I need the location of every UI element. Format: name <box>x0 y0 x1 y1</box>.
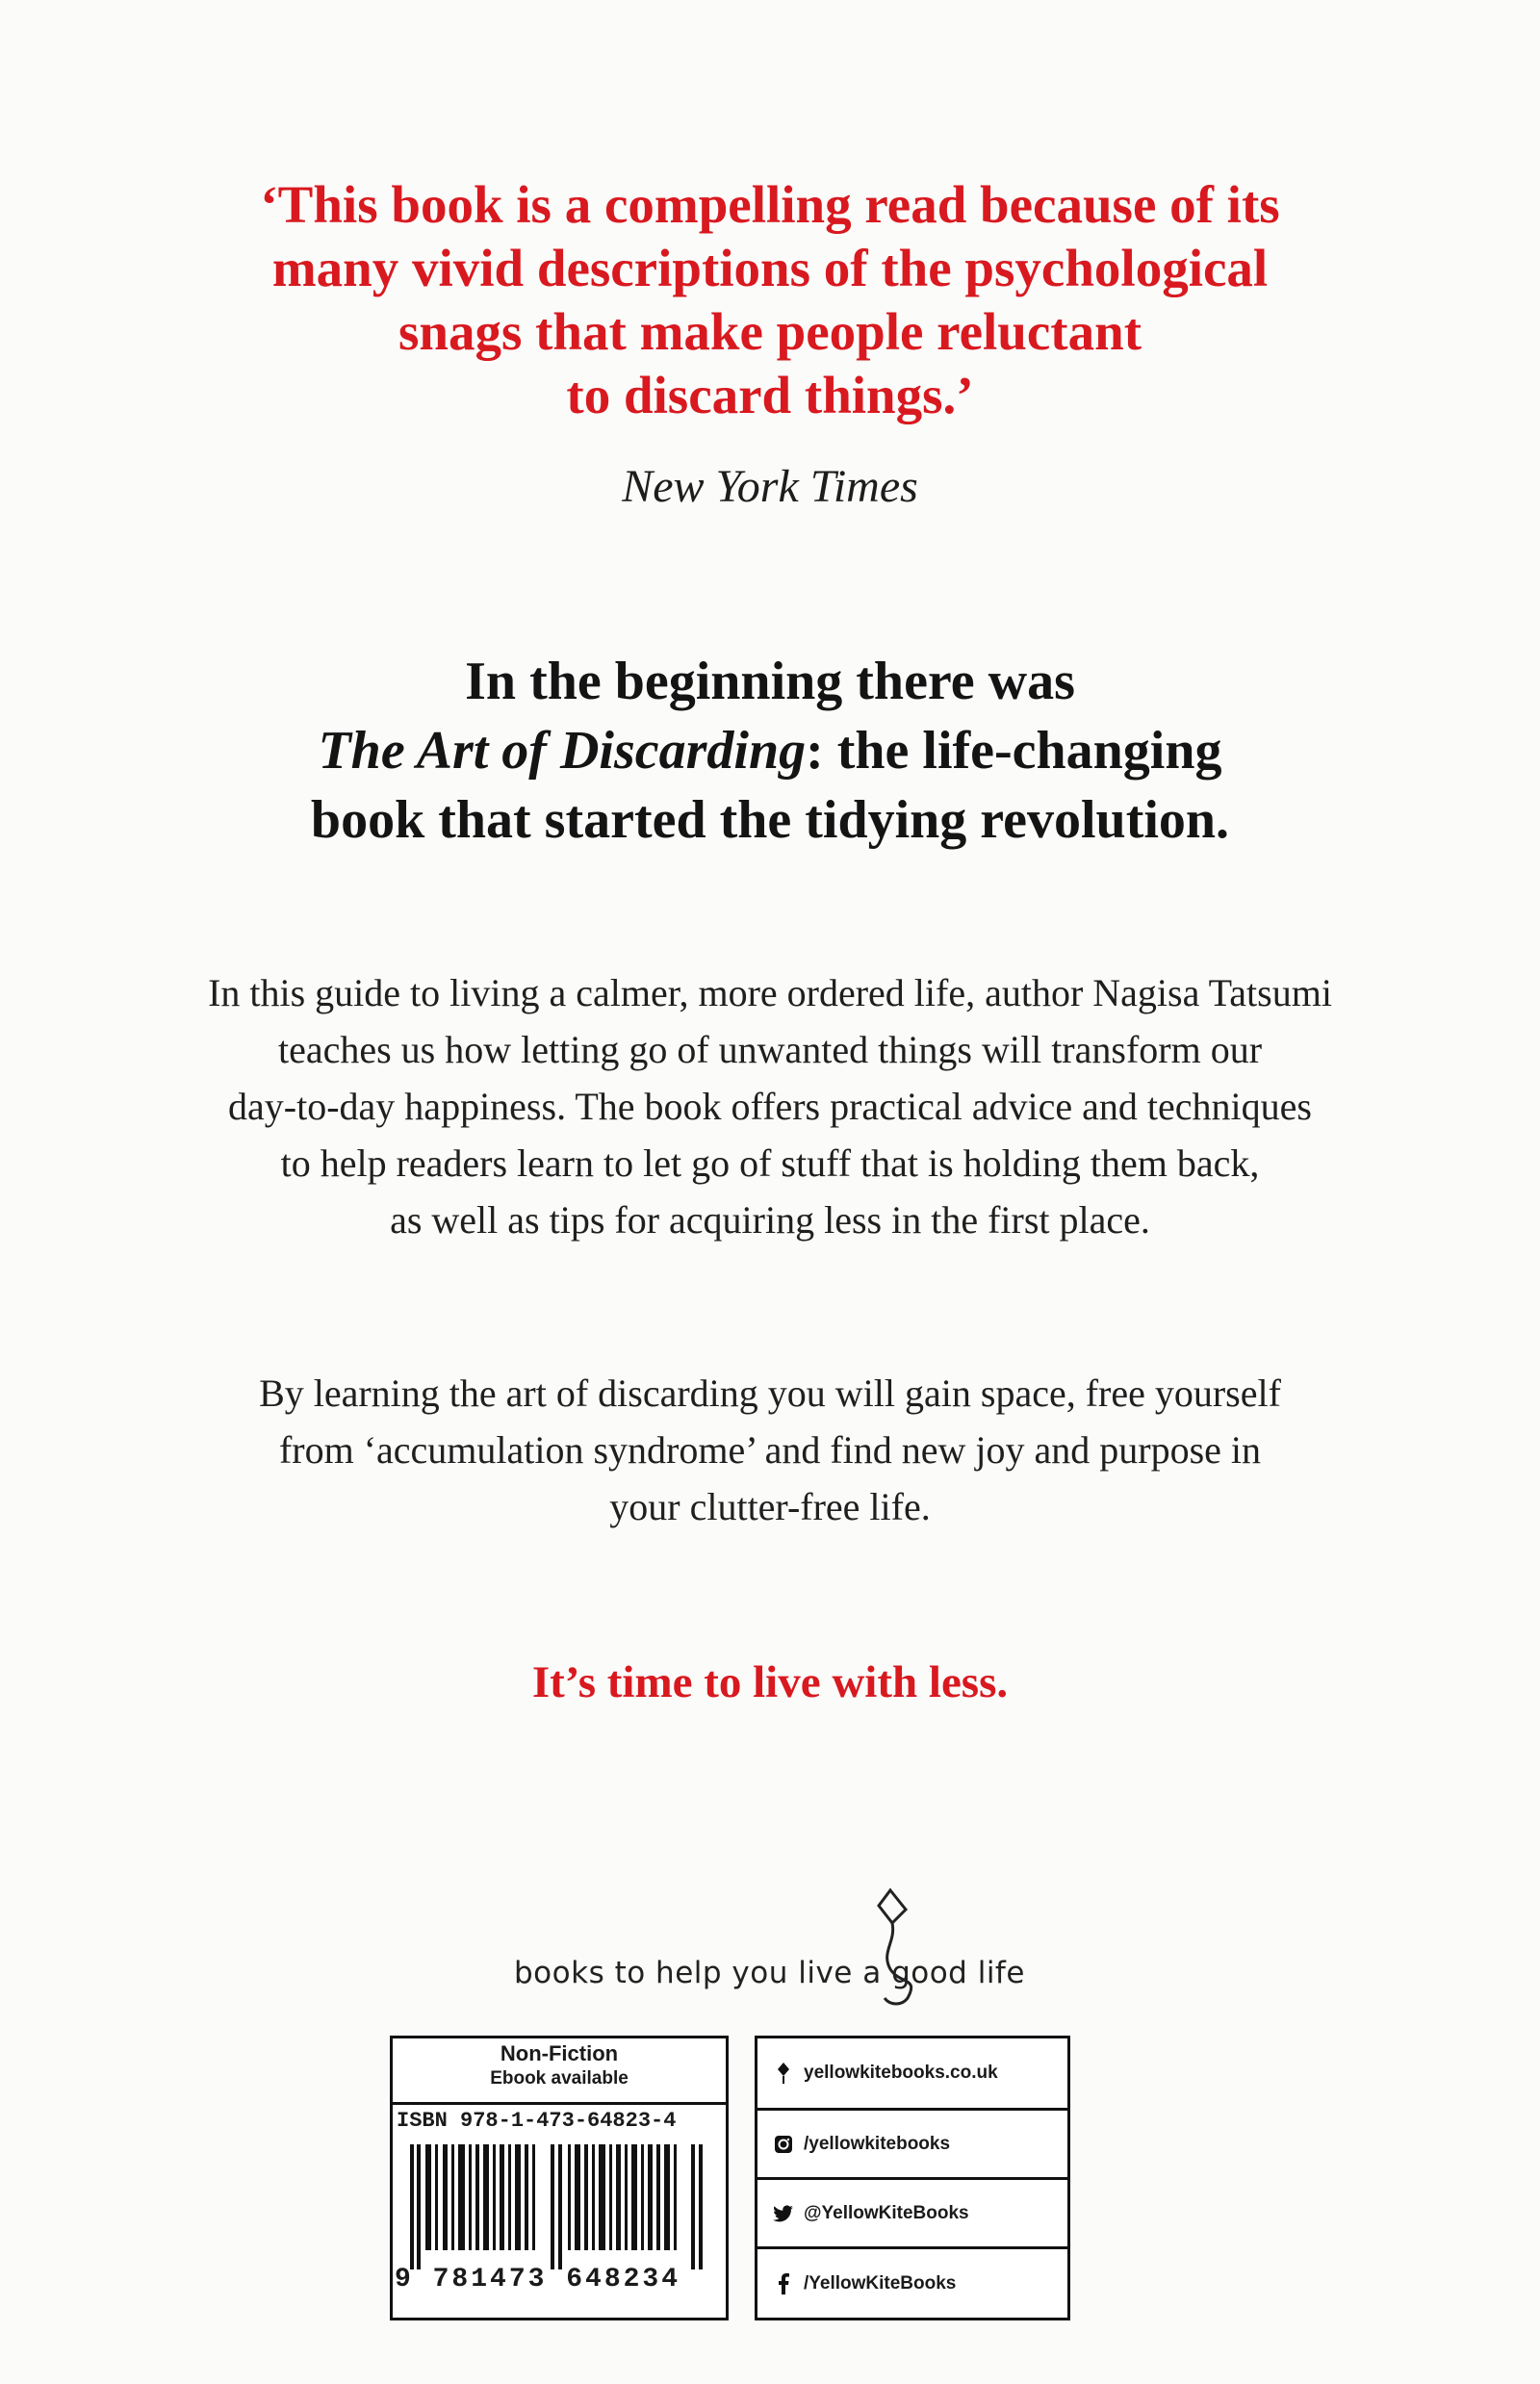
description-line: to help readers learn to let go of stuff that is holding them back, <box>280 1141 1260 1185</box>
quote-line: to discard things.’ <box>566 366 974 424</box>
genre-label: Non-Fiction <box>500 2041 619 2065</box>
instagram-row[interactable] <box>757 2108 1067 2177</box>
facebook-handle[interactable]: /YellowKiteBooks <box>804 2272 957 2294</box>
instagram-handle[interactable]: /yellowkitebooks <box>804 2133 951 2154</box>
description-line: from ‘accumulation syndrome’ and find new joy and purpose in <box>278 1428 1262 1472</box>
quote-line: ‘This book is a compelling read because of its <box>260 175 1280 234</box>
barcode-box <box>390 2036 729 2320</box>
headline-line-2 <box>0 716 1540 785</box>
headline-line-2-rest: : the life-changing <box>806 721 1222 781</box>
barcode-digits: 9 781473 648234 <box>395 2265 681 2294</box>
book-title: The Art of Discarding <box>318 721 807 781</box>
headline-line-1: In the beginning there was <box>465 652 1075 711</box>
ebook-label: Ebook available <box>490 2068 629 2089</box>
description-line: teaches us how letting go of unwanted things will transform our <box>277 1028 1263 1071</box>
facebook-row[interactable] <box>757 2246 1067 2318</box>
social-box <box>755 2036 1070 2320</box>
tagline: It’s time to live with less. <box>531 1657 1009 1707</box>
description-line: your clutter-free life. <box>609 1485 931 1528</box>
twitter-row[interactable] <box>757 2177 1067 2246</box>
facebook-icon <box>773 2273 794 2294</box>
description-line: By learning the art of discarding you will gain space, free yourself <box>259 1371 1281 1415</box>
quote-source: New York Times <box>622 461 918 512</box>
headline <box>0 647 1540 855</box>
description-2 <box>0 1365 1540 1535</box>
publisher-motto: books to help you live a good life <box>514 1956 1025 1990</box>
isbn-label: ISBN 978-1-473-64823-4 <box>393 2102 726 2135</box>
twitter-handle[interactable]: @YellowKiteBooks <box>804 2202 969 2223</box>
description <box>0 964 1540 1248</box>
headline-line-3: book that started the tidying revolution. <box>310 790 1230 850</box>
review-quote <box>0 173 1540 427</box>
instagram-icon <box>773 2134 794 2155</box>
barcode-bars <box>406 2144 712 2269</box>
website-link[interactable]: yellowkitebooks.co.uk <box>804 2063 998 2083</box>
kite-icon <box>773 2063 794 2084</box>
kite-logo-icon <box>861 1884 938 2010</box>
description-line: day-to-day happiness. The book offers practical advice and techniques <box>228 1085 1312 1128</box>
twitter-icon <box>773 2203 794 2224</box>
website-row[interactable] <box>757 2038 1067 2108</box>
description-line: as well as tips for acquiring less in the first place. <box>390 1198 1150 1242</box>
quote-line: snags that make people reluctant <box>398 302 1142 361</box>
quote-line: many vivid descriptions of the psychological <box>271 239 1269 297</box>
description-line: In this guide to living a calmer, more ordered life, author Nagisa Tatsumi <box>208 971 1332 1014</box>
